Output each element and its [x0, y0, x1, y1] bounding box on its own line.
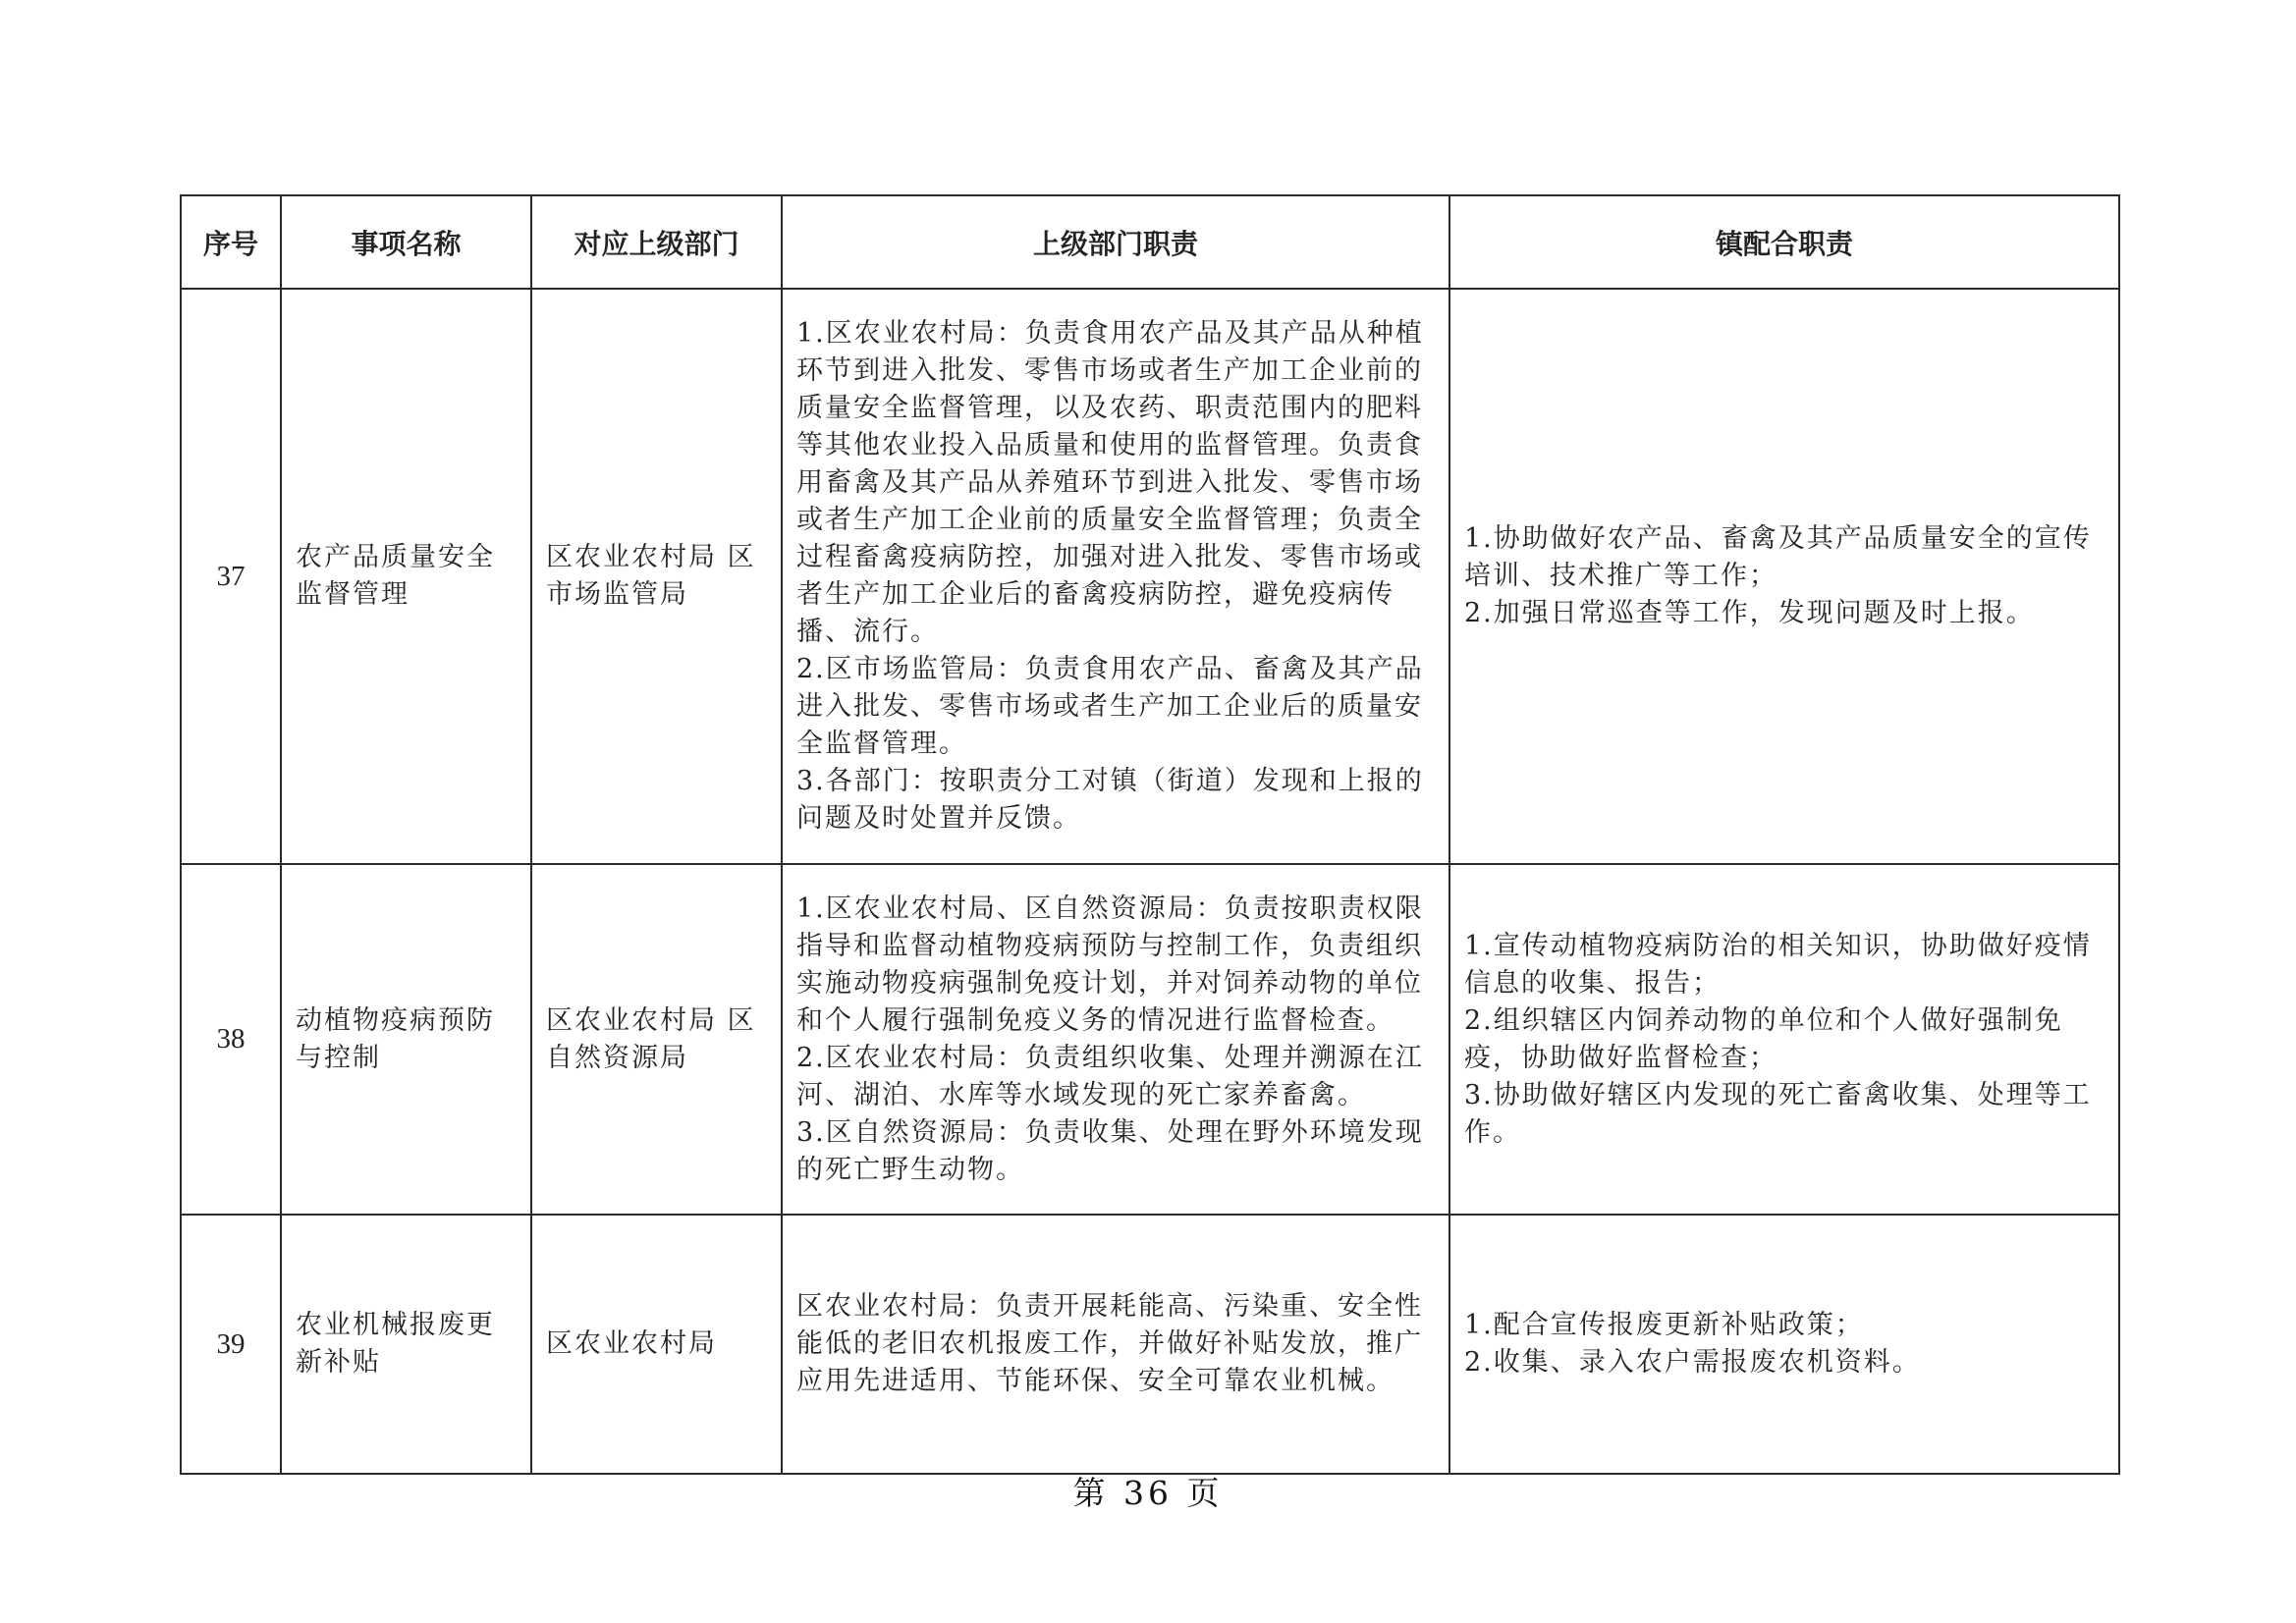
page-number: 第 36 页 — [1072, 1474, 1224, 1512]
upper-dept: 区农业农村局 — [531, 1215, 782, 1474]
town-duties — [1449, 289, 2119, 864]
duty-line: 1.宣传动植物疫病防治的相关知识，协助做好疫情信息的收集、报告； — [1464, 930, 2092, 999]
duty-line: 2.区市场监管局：负责食用农产品、畜禽及其产品进入批发、零售市场或者生产加工企业后的质量安全监督管理。 — [796, 654, 1424, 759]
duty-line: 2.组织辖区内饲养动物的单位和个人做好强制免疫，协助做好监督检查； — [1464, 1004, 2063, 1073]
upper-dept: 区农业农村局 区市场监管局 — [531, 289, 782, 864]
duty-line: 1.配合宣传报废更新补贴政策； — [1464, 1310, 1864, 1340]
duty-line: 3.各部门：按职责分工对镇（街道）发现和上报的问题及时处置并反馈。 — [796, 766, 1424, 834]
duty-line: 2.收集、录入农户需报废农机资料。 — [1464, 1347, 1921, 1378]
duty-line: 3.区自然资源局：负责收集、处理在野外环境发现的死亡野生动物。 — [796, 1116, 1424, 1185]
duty-line: 1.区农业农村局：负责食用农产品及其产品从种植环节到进入批发、零售市场或者生产加工企业前的质量安全监督管理，以及农药、职责范围内的肥料等其他农业投入品质量和使用的监督管理。负责食用畜禽及其产品从养殖环节到进入批发、零售市场或者生产加工企业前的质量安全监督管理；负责全过程畜禽疫病防控，加强对进入批发、零售市场或者生产加工企业后的畜禽疫病防控，避免疫病传播、流行。 — [796, 318, 1424, 647]
town-duties — [1449, 864, 2119, 1215]
duty-line: 3.协助做好辖区内发现的死亡畜禽收集、处理等工作。 — [1464, 1079, 2092, 1148]
row-number: 37 — [181, 289, 281, 864]
duty-line: 2.区农业农村局：负责组织收集、处理并溯源在江河、湖泊、水库等水域发现的死亡家养畜禽。 — [796, 1042, 1424, 1110]
table-row — [181, 1215, 2119, 1474]
duty-line: 2.加强日常巡查等工作，发现问题及时上报。 — [1464, 598, 2035, 628]
duty-line: 区农业农村局：负责开展耗能高、污染重、安全性能低的老旧农机报废工作，并做好补贴发放，推广应用先进适用、节能环保、安全可靠农业机械。 — [796, 1291, 1423, 1396]
header-town-duties: 镇配合职责 — [1449, 195, 2119, 289]
table-header-row — [181, 195, 2119, 289]
header-item-name: 事项名称 — [281, 195, 531, 289]
header-no: 序号 — [181, 195, 281, 289]
upper-duties — [782, 289, 1449, 864]
table-row — [181, 864, 2119, 1215]
item-name: 动植物疫病预防与控制 — [281, 864, 531, 1215]
header-upper-dept: 对应上级部门 — [531, 195, 782, 289]
upper-dept: 区农业农村局 区自然资源局 — [531, 864, 782, 1215]
duty-line: 1.区农业农村局、区自然资源局：负责按职责权限指导和监督动植物疫病预防与控制工作，负责组织实施动物疫病强制免疫计划，并对饲养动物的单位和个人履行强制免疫义务的情况进行监督检查。 — [796, 893, 1424, 1036]
town-duties — [1449, 1215, 2119, 1474]
row-number: 39 — [181, 1215, 281, 1474]
row-number: 38 — [181, 864, 281, 1215]
upper-duties — [782, 1215, 1449, 1474]
item-name: 农产品质量安全监督管理 — [281, 289, 531, 864]
upper-duties — [782, 864, 1449, 1215]
duty-line: 1.协助做好农产品、畜禽及其产品质量安全的宣传培训、技术推广等工作； — [1464, 523, 2092, 591]
table-row — [181, 289, 2119, 864]
duty-table — [180, 194, 2120, 1475]
header-upper-duties: 上级部门职责 — [782, 195, 1449, 289]
item-name: 农业机械报废更新补贴 — [281, 1215, 531, 1474]
